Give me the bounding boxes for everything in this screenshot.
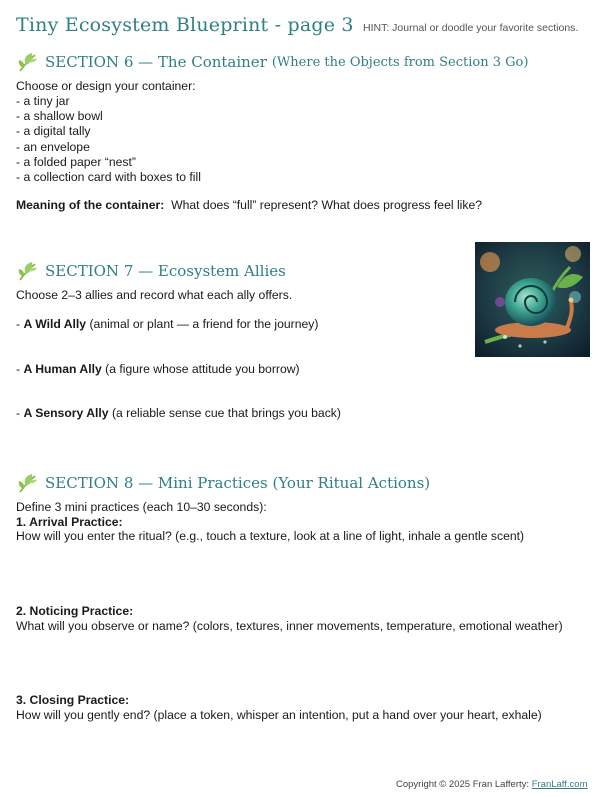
section-8-heading — [16, 471, 430, 495]
container-meaning-label: Meaning of the container: — [16, 198, 165, 212]
practice-question: How will you gently end? (place a token, whisper an intention, put a hand over your heart, exhale) — [16, 708, 542, 722]
ally-description: (animal or plant — a friend for the journey) — [86, 317, 319, 331]
section-7-intro: Choose 2–3 allies and record what each ally offers. — [16, 288, 293, 302]
leaf-icon — [16, 259, 40, 283]
section-6-intro: Choose or design your container: — [16, 79, 196, 93]
list-item: - an envelope — [16, 139, 90, 154]
leaf-icon — [16, 50, 40, 74]
ally-description: (a figure whose attitude you borrow) — [101, 362, 300, 376]
ally-prefix: - — [16, 406, 24, 420]
list-item: - a digital tally — [16, 124, 91, 139]
hint-text: HINT: Journal or doodle your favorite sections. — [363, 22, 579, 34]
ally-description: (a reliable sense cue that brings you back) — [108, 406, 341, 420]
ally-wild — [16, 317, 318, 332]
section-6-title: SECTION 6 — The Container — [45, 53, 267, 71]
list-item: - a collection card with boxes to fill — [16, 170, 201, 185]
page-title: Tiny Ecosystem Blueprint - page 3 — [16, 14, 354, 36]
section-6-heading — [16, 50, 528, 74]
snail-illustration — [475, 242, 590, 357]
ally-name: A Wild Ally — [23, 317, 87, 331]
practice-question: How will you enter the ritual? (e.g., touch a texture, look at a line of light, inhale a gentle scent) — [16, 529, 525, 543]
section-7-heading — [16, 259, 286, 283]
container-options-list — [16, 94, 201, 185]
ally-human — [16, 362, 300, 377]
practice-label: 3. Closing Practice: — [16, 693, 130, 707]
leaf-icon — [16, 471, 40, 495]
section-7-title: SECTION 7 — Ecosystem Allies — [45, 262, 286, 280]
section-6-subtitle: (Where the Objects from Section 3 Go) — [271, 54, 529, 70]
section-8-title: SECTION 8 — Mini Practices (Your Ritual Actions) — [45, 474, 431, 492]
container-meaning-question: What does “full” represent? What does progress feel like? — [171, 198, 483, 212]
ally-name: A Sensory Ally — [23, 406, 109, 420]
practice-question: What will you observe or name? (colors, textures, inner movements, temperature, emotional weather) — [16, 619, 563, 633]
ally-name: A Human Ally — [23, 362, 102, 376]
practice-label: 2. Noticing Practice: — [16, 604, 134, 618]
list-item: - a shallow bowl — [16, 109, 103, 124]
section-8-intro: Define 3 mini practices (each 10–30 seconds): — [16, 500, 267, 514]
list-item: - a tiny jar — [16, 94, 70, 108]
list-item: - a folded paper “nest” — [16, 154, 136, 169]
footer-link[interactable]: FranLaff.com — [531, 779, 588, 790]
footer — [396, 779, 587, 790]
ally-prefix: - — [16, 317, 24, 331]
container-meaning — [16, 198, 482, 213]
ally-prefix: - — [16, 362, 24, 376]
ally-sensory — [16, 406, 341, 421]
copyright-text: Copyright © 2025 Fran Lafferty: — [396, 779, 530, 790]
practice-label: 1. Arrival Practice: — [16, 515, 123, 529]
